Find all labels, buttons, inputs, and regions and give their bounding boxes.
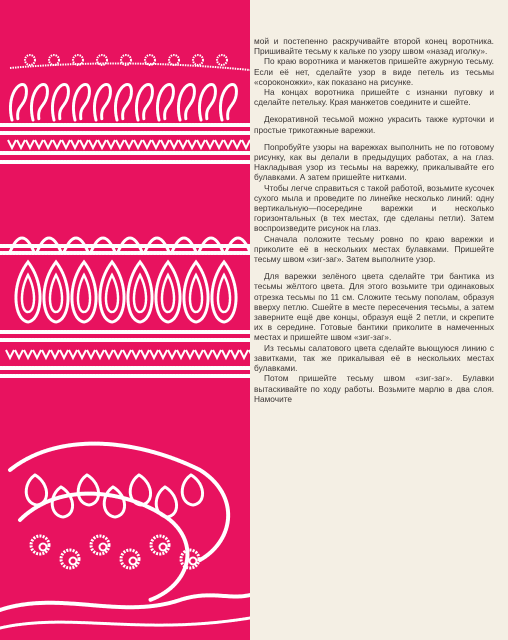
paragraph: По краю воротника и манжетов пришейте ажурную тесьму. Если её нет, сделайте узор в виде петель из тесьмы «сороконожки», как показано на рисунке.: [254, 56, 494, 87]
lace-curl-inner: [40, 544, 47, 551]
lace-zigzag: [222, 350, 230, 358]
lace-zigzag: [26, 140, 34, 148]
lace-zigzag: [105, 350, 113, 358]
lace-paisley: [104, 487, 124, 517]
lace-teardrop-inner: [190, 275, 202, 312]
lace-zigzag: [60, 350, 68, 358]
lace-scroll: [0, 595, 250, 610]
lace-teardrop-inner: [106, 275, 118, 312]
paragraph: Попробуйте узоры на варежках выполнить не по готовому рисунку, как вы делали в предыдущих работах, а на глаз. Накладывая узор из тесьмы на варежку, прикалывайте его булавками. А затем пришейте нитками.: [254, 141, 494, 183]
lace-curl-inner: [130, 558, 137, 565]
lace-curl-inner: [70, 558, 77, 565]
lace-teardrop-inner: [162, 275, 174, 312]
lace-zigzag: [204, 350, 212, 358]
lace-ring: [193, 55, 203, 65]
lace-teardrop-inner: [50, 275, 62, 312]
lace-loop: [31, 84, 47, 120]
lace-zigzag: [96, 350, 104, 358]
lace-zigzag: [249, 350, 250, 358]
lace-zigzag: [62, 140, 70, 148]
lace-zigzag: [168, 350, 176, 358]
lace-zigzag: [134, 140, 142, 148]
paragraph: Для варежки зелёного цвета сделайте три бантика из тесьмы жёлтого цвета. Для этого возьмите три одинаковых отрезка тесьмы по 11 см. Сложите тесьму пополам, образуя вверху петлю. Сшейте в месте пересечения тесьмы, а затем заверните ещё две концы, образуя ещё 2 петли, и скрепите их в середине. Готовые бантики приколите в намеченных местах и пришейте швом «зиг-заг».: [254, 271, 494, 343]
lace-loop: [73, 84, 89, 120]
lace-zigzag: [33, 350, 41, 358]
paragraph: мой и постепенно раскручивайте второй конец воротника. Пришивайте тесьму к кальке по узору швом «назад иголку».: [254, 36, 494, 57]
lace-paisley: [156, 487, 176, 517]
lace-zigzag: [107, 140, 115, 148]
lace-curl-inner: [100, 544, 107, 551]
lace-zigzag: [44, 140, 52, 148]
lace-zigzag: [141, 350, 149, 358]
lace-zigzag: [69, 350, 77, 358]
lace-zigzag: [80, 140, 88, 148]
lace-zigzag: [123, 350, 131, 358]
paragraph: Из тесьмы салатового цвета сделайте вьющуюся линию с завитками, так же прикалывая её в нескольких местах булавками.: [254, 342, 494, 374]
lace-zigzag: [213, 350, 221, 358]
lace-zigzag: [17, 140, 25, 148]
lace-zigzag: [87, 350, 95, 358]
lace-zigzag: [197, 140, 205, 148]
lace-ring: [49, 55, 59, 65]
lace-zigzag: [24, 350, 32, 358]
lace-zigzag: [6, 350, 14, 358]
lace-zigzag: [150, 350, 158, 358]
lace-zigzag: [42, 350, 50, 358]
lace-curl-inner: [160, 544, 167, 551]
lace-zigzag: [195, 350, 203, 358]
lace-loop: [115, 84, 131, 120]
lace-zigzag: [188, 140, 196, 148]
lace-zigzag: [152, 140, 160, 148]
lace-loop: [136, 84, 152, 120]
lace-paisley: [52, 487, 72, 517]
lace-scallop-line: [10, 63, 250, 70]
lace-zigzag: [53, 140, 61, 148]
lace-illustration: [0, 0, 250, 640]
lace-zigzag: [132, 350, 140, 358]
lace-loop: [157, 84, 173, 120]
lace-zigzag: [179, 140, 187, 148]
paragraph: Сначала положите тесьму ровно по краю варежки и приколите её в нескольких местах булавками. Пришейте тесьму швом «зиг-заг». Затем выполните узор.: [254, 233, 494, 265]
lace-zigzag: [89, 140, 97, 148]
lace-zigzag: [240, 350, 248, 358]
lace-scroll: [20, 494, 187, 600]
lace-teardrop-inner: [78, 275, 90, 312]
lace-paisley: [130, 475, 150, 505]
lace-zigzag: [51, 350, 59, 358]
lace-zigzag: [15, 350, 23, 358]
lace-scroll: [0, 618, 250, 628]
lace-teardrop-inner: [218, 275, 230, 312]
lace-paisley: [26, 475, 46, 505]
lace-zigzag: [143, 140, 151, 148]
lace-zigzag: [114, 350, 122, 358]
article-text: [254, 36, 494, 636]
lace-zigzag: [8, 140, 16, 148]
lace-zigzag: [125, 140, 133, 148]
lace-zigzag: [78, 350, 86, 358]
lace-zigzag: [233, 140, 241, 148]
paragraph: Чтобы легче справиться с такой работой, возьмите кусочек сухого мыла и проведите по линейке несколько линий: одну вертикальную—посередине варежки и несколько горизонтальных (в тех местах, где сделаны петли). Затем воспроизведите рисунок на глаз.: [254, 182, 494, 234]
paragraph: На концах воротника пришейте с изнанки пуговку и сделайте петельку. Края манжетов соедините и сшейте.: [254, 87, 494, 108]
lace-zigzag: [159, 350, 167, 358]
lace-zigzag: [170, 140, 178, 148]
lace-zigzag: [177, 350, 185, 358]
lace-loop: [10, 84, 26, 120]
lace-zigzag: [224, 140, 232, 148]
lace-zigzag: [71, 140, 79, 148]
lace-ring: [217, 55, 227, 65]
lace-zigzag: [98, 140, 106, 148]
lace-zigzag: [161, 140, 169, 148]
lace-ring: [169, 55, 179, 65]
lace-loop: [94, 84, 110, 120]
lace-loop: [199, 84, 215, 120]
lace-teardrop-inner: [22, 275, 34, 312]
lace-zigzag: [186, 350, 194, 358]
lace-ring: [25, 55, 35, 65]
lace-zigzag: [35, 140, 43, 148]
lace-zigzag: [215, 140, 223, 148]
lace-zigzag: [231, 350, 239, 358]
lace-patterns-svg: [0, 0, 250, 640]
lace-paisley: [78, 475, 98, 505]
lace-loop: [52, 84, 68, 120]
lace-loop: [220, 84, 236, 120]
lace-paisley: [182, 475, 202, 505]
lace-zigzag: [242, 140, 250, 148]
lace-zigzag: [116, 140, 124, 148]
lace-teardrop-inner: [134, 275, 146, 312]
paragraph: Потом пришейте тесьму швом «зиг-заг». Булавки вытаскивайте по ходу работы. Возьмите марлю в два слоя. Намочите: [254, 373, 494, 404]
lace-zigzag: [206, 140, 214, 148]
paragraph: Декоративной тесьмой можно украсить также курточки и простые трикотажные варежки.: [254, 114, 494, 135]
lace-loop: [178, 84, 194, 120]
lace-curl-inner: [190, 558, 197, 565]
